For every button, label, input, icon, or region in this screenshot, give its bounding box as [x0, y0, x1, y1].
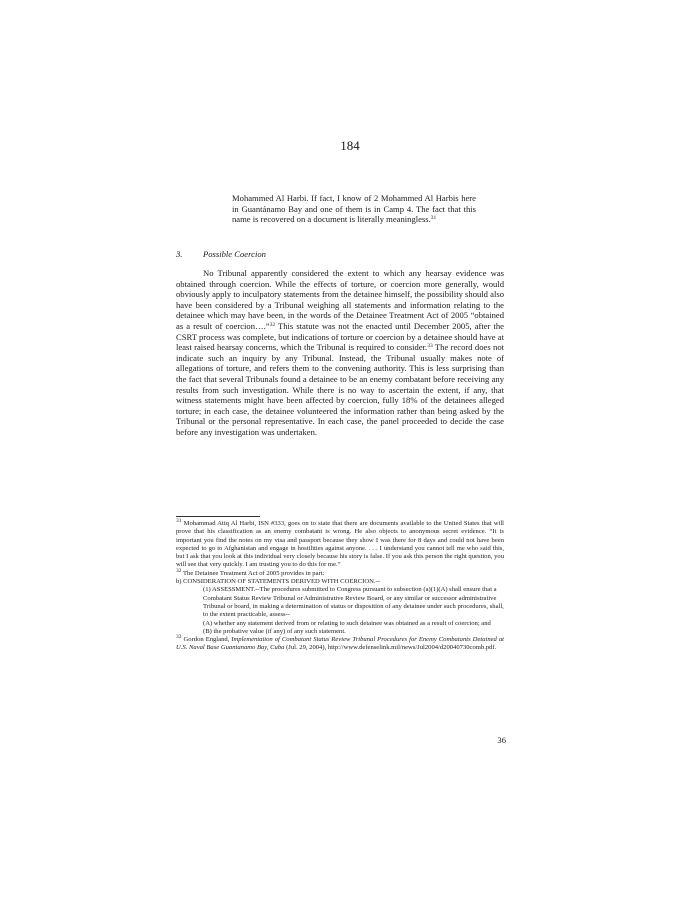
- footnote-ref-31: 31: [430, 215, 437, 222]
- section-title: Possible Coercion: [203, 249, 266, 259]
- footnote-32-text: The Detainee Treatment Act of 2005 provides in part:: [181, 569, 325, 577]
- section-heading: [176, 249, 496, 260]
- footnote-ref-33: 33: [427, 343, 433, 350]
- footnote-32-item-b: (B) the probative value (if any) of any such statement.: [203, 627, 346, 635]
- footnote-33-number: 33: [176, 634, 182, 641]
- footnote-31: [176, 520, 504, 570]
- body-text-1: No Tribunal apparently considered the extent to which any hearsay evidence was obtained through coercion. While the effects of torture, or coercion more generally, would obviously apply to inculpatory statements from the detainee himself, the possibility should also have been considered by a Tribunal weighing all statements and information relating to the detainee which may have been, in the words of the Detainee Treatment Act of 2005 “obtained as a result of coercion….”: [176, 268, 504, 331]
- section-number: 3.: [176, 249, 183, 259]
- body-paragraph: [176, 268, 504, 438]
- footnote-32-subsection-b: b) CONSIDERATION OF STATEMENTS DERIVED WITH COERCION.--: [176, 578, 380, 586]
- footnote-32-number: 32: [176, 567, 182, 574]
- footnote-33: [176, 636, 504, 653]
- page-number-bottom: 36: [497, 735, 506, 745]
- footnote-31-number: 31: [176, 518, 182, 524]
- footnote-33-title: Implementation of Combatant Status Review Tribunal Procedures for Enemy Combatants Detained at U.S. Naval Base Guantanamo Bay, Cuba: [176, 636, 505, 652]
- block-quote: [232, 193, 476, 225]
- footnote-33-rest: (Jul. 29, 2004), http://www.defenselink.mil/news/Jul2004/d20040730comb.pdf.: [284, 644, 497, 652]
- footnote-32-item-a: (A) whether any statement derived from or relating to such detainee was obtained as a result of coercion; and: [203, 619, 491, 627]
- footnote-32-assessment: (1) ASSESSMENT.--The procedures submitted to Congress pursuant to subsection (a)(1)(A) shall ensure that a Combatant Status Review Tribunal or Administrative Review Board, or any similar or successor administrative Tribunal or board, in making a determination of status or disposition of any detainee under such procedures, shall, to the extent practicable, assess--: [203, 586, 504, 619]
- footnote-32: [176, 567, 504, 578]
- footnote-ref-32: 32: [269, 321, 276, 328]
- quote-text: Mohammed Al Harbi. If fact, I know of 2 Mohammed Al Harbis here in Guantánamo Bay and one of them is in Camp 4. The fact that this name is recovered on a document is literally meaningless.: [232, 193, 476, 225]
- footnote-33-author: Gordon England,: [181, 636, 232, 644]
- body-text-2: This statute was not the enacted until December 2005, after the CSRT process was complete, but indications of torture or coercion by a detainee should have at least raised hearsay concerns, which the Tribunal is required to consider.: [176, 320, 504, 353]
- footnotes: [176, 520, 504, 653]
- body-text-3: The record does not indicate such an inquiry by any Tribunal. Instead, the Tribunal usually makes note of allegations of torture, and refers them to the convening authority. This is less surprising than the fact that several Tribunals found a detainee to be an enemy combatant before receiving any results from such investigation. While there is no way to ascertain the extent, if any, that witness statements might have been affected by coercion, fully 18% of the detainees alleged torture; in each case, the detainee volunteered the information rather than being asked by the Tribunal or the personal representative. In each case, the panel proceeded to decide the case before any investigation was undertaken.: [176, 342, 504, 437]
- footnote-divider: [176, 516, 260, 517]
- footnote-31-text: Mohammad Atiq Al Harbi, ISN #333, goes on to state that there are documents available to the United States that will prove that his classification as an enemy combatant is wrong. He also objects to anonymous secret evidence. “It is important you find the notes on my visa and passport because they show I was there for 8 days and could not have been expected to go to Afghanistan and engage in hostilities against anyone. . . . I understand you cannot tell me who said this, but I ask that you look at this individual very closely because his story is false. If you ask this person the right question, you will see that very quickly. I am trusting you to do this for me.”: [176, 520, 504, 569]
- page-number-top: 184: [340, 138, 360, 153]
